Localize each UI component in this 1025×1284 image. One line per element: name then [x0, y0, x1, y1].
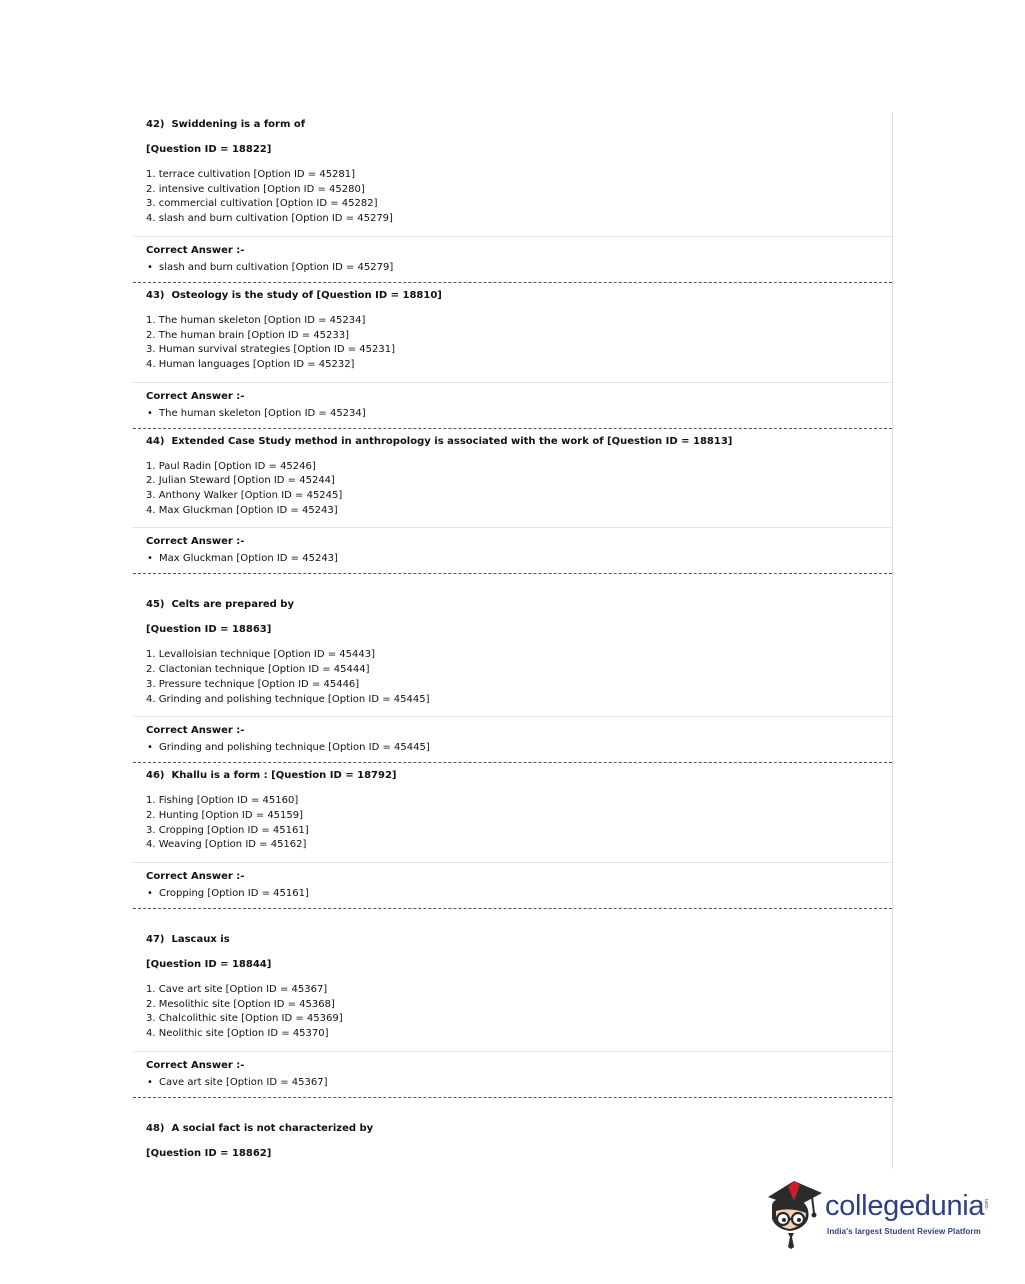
question-block-43 [133, 283, 892, 429]
option-item: 1. terrace cultivation [Option ID = 45281] [146, 169, 356, 180]
correct-answer-section [133, 382, 892, 428]
options-list [146, 648, 880, 707]
option-item: 3. Pressure technique [Option ID = 45446] [146, 678, 360, 690]
question-block-45 [133, 574, 892, 763]
option-item: 4. Human languages [Option ID = 45232] [146, 358, 355, 370]
question-text: 45) Celts are prepared by [146, 599, 294, 611]
logo-tagline: India's largest Student Review Platform [827, 1227, 981, 1236]
mascot-icon [764, 1175, 826, 1251]
options-list [146, 460, 880, 519]
correct-answer-section [133, 527, 892, 573]
option-item: 4. Max Gluckman [Option ID = 45243] [146, 504, 338, 516]
correct-answer-label: Correct Answer :- [146, 390, 245, 402]
option-item: 4. Weaving [Option ID = 45162] [146, 839, 307, 851]
option-item: 2. Julian Steward [Option ID = 45244] [146, 475, 335, 487]
option-item: 3. commercial cultivation [Option ID = 45282] [146, 198, 378, 210]
option-item: 4. Grinding and polishing technique [Option ID = 45445] [146, 693, 430, 705]
logo-domain-suffix: .com [984, 1199, 990, 1210]
option-item: 2. The human brain [Option ID = 45233] [146, 329, 349, 341]
question-text: 42) Swiddening is a form of [146, 119, 306, 130]
logo-wordmark: collegedunia [825, 1190, 985, 1222]
option-item: 2. Clactonian technique [Option ID = 45444] [146, 664, 370, 676]
correct-answer-section [133, 236, 892, 282]
option-item: 1. Fishing [Option ID = 45160] [146, 795, 299, 807]
option-item: 2. Hunting [Option ID = 45159] [146, 809, 304, 821]
correct-answer-label: Correct Answer :- [146, 871, 245, 883]
options-list [146, 168, 880, 227]
collegedunia-logo [764, 1175, 994, 1251]
question-id: [Question ID = 18844] [146, 959, 272, 971]
option-item: 1. The human skeleton [Option ID = 45234] [146, 314, 366, 326]
options-list [146, 314, 880, 373]
correct-answer-section [133, 862, 892, 908]
option-item: 1. Levalloisian technique [Option ID = 45443] [146, 649, 375, 661]
question-text: 46) Khallu is a form : [Question ID = 18792] [146, 770, 397, 782]
option-item: 1. Cave art site [Option ID = 45367] [146, 984, 328, 996]
question-block-47 [133, 909, 892, 1098]
question-text: 47) Lascaux is [146, 934, 230, 946]
option-item: 4. Neolithic site [Option ID = 45370] [146, 1028, 329, 1040]
options-list [146, 794, 880, 853]
correct-answer-item: • Grinding and polishing technique [Option ID = 45445] [146, 741, 880, 754]
question-id: [Question ID = 18863] [146, 624, 272, 636]
correct-answer-label: Correct Answer :- [146, 536, 245, 548]
question-text: 48) A social fact is not characterized by [146, 1122, 374, 1134]
question-block-46 [133, 763, 892, 909]
correct-answer-label: Correct Answer :- [146, 244, 245, 256]
correct-answer-item: • Cave art site [Option ID = 45367] [146, 1076, 880, 1089]
option-item: 3. Cropping [Option ID = 45161] [146, 824, 309, 836]
question-text: 43) Osteology is the study of [Question ID = 18810] [146, 289, 442, 301]
question-block-48 [133, 1098, 892, 1169]
correct-answer-label: Correct Answer :- [146, 1059, 245, 1071]
correct-answer-item: • The human skeleton [Option ID = 45234] [146, 407, 880, 420]
correct-answer-section [133, 716, 892, 762]
correct-answer-item: • Max Gluckman [Option ID = 45243] [146, 552, 880, 565]
correct-answer-item: • slash and burn cultivation [Option ID = 45279] [146, 261, 880, 274]
option-item: 3. Human survival strategies [Option ID = 45231] [146, 344, 395, 356]
option-item: 2. intensive cultivation [Option ID = 45280] [146, 183, 365, 195]
correct-answer-label: Correct Answer :- [146, 725, 245, 737]
option-item: 1. Paul Radin [Option ID = 45246] [146, 460, 316, 472]
option-item: 3. Anthony Walker [Option ID = 45245] [146, 490, 343, 502]
question-sheet [133, 112, 893, 1169]
option-item: 3. Chalcolithic site [Option ID = 45369] [146, 1013, 343, 1025]
options-list [146, 983, 880, 1042]
option-item: 2. Mesolithic site [Option ID = 45368] [146, 998, 335, 1010]
question-id: [Question ID = 18822] [146, 144, 272, 155]
question-text: 44) Extended Case Study method in anthropology is associated with the work of [Question ID = 18813] [146, 435, 733, 447]
question-block-42 [133, 112, 892, 283]
correct-answer-section [133, 1051, 892, 1097]
question-id: [Question ID = 18862] [146, 1147, 272, 1159]
correct-answer-item: • Cropping [Option ID = 45161] [146, 887, 880, 900]
option-item: 4. slash and burn cultivation [Option ID = 45279] [146, 213, 393, 225]
question-block-44 [133, 429, 892, 575]
